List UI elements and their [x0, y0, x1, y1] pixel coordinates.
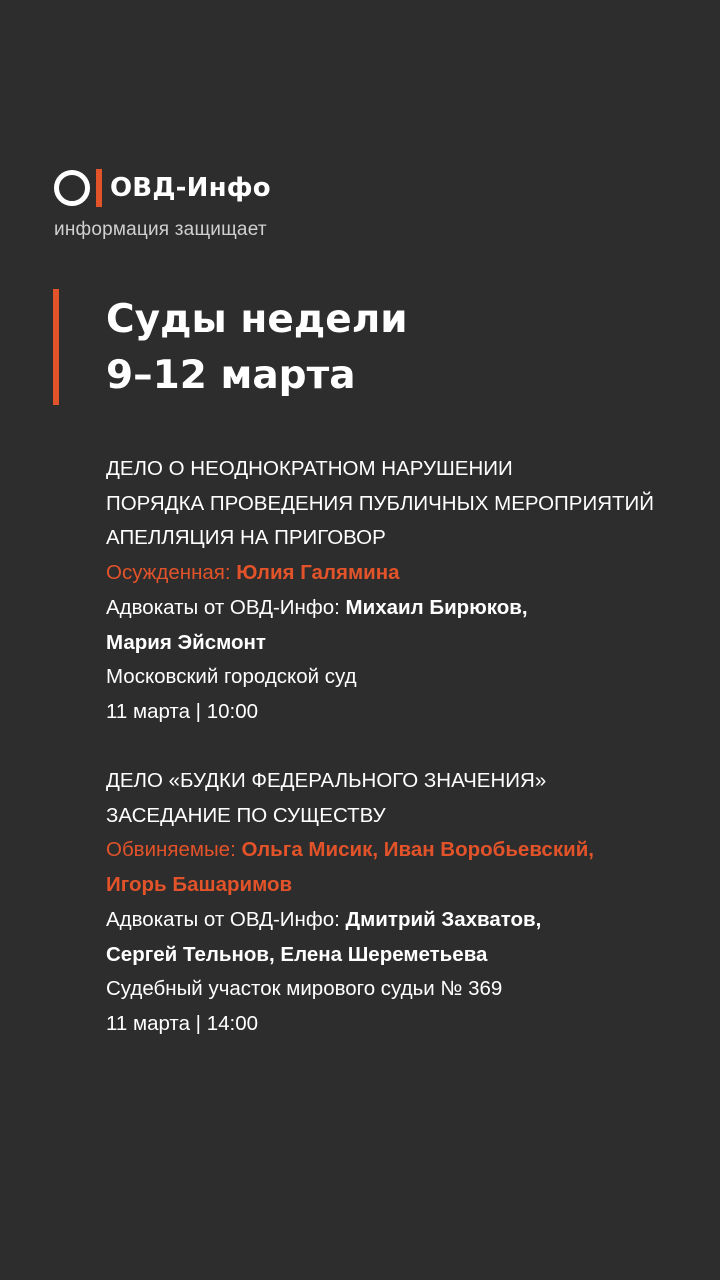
party-names: Юлия Галямина — [236, 561, 400, 585]
case-heading-line: ДЕЛО «БУДКИ ФЕДЕРАЛЬНОГО ЗНАЧЕНИЯ» — [106, 769, 547, 792]
lawyers-label: Адвокаты от ОВД-Инфо: — [106, 907, 340, 931]
case-lawyers — [106, 591, 706, 626]
case-lawyers — [106, 903, 706, 938]
lawyers-names: Сергей Тельнов, Елена Шереметьева — [106, 942, 488, 966]
case-court: Судебный участок мирового судьи № 369 — [106, 977, 503, 1001]
title-line-1: Суды недели — [106, 297, 408, 342]
lawyers-names: Дмитрий Захватов, — [345, 907, 542, 931]
case-party — [106, 556, 706, 591]
party-names: Ольга Мисик, Иван Воробьевский, — [241, 838, 594, 862]
lawyers-names: Мария Эйсмонт — [106, 630, 266, 654]
case-datetime: 11 марта | 10:00 — [106, 699, 258, 723]
case-datetime: 11 марта | 14:00 — [106, 1011, 258, 1035]
logo — [54, 168, 271, 208]
case-1 — [106, 452, 706, 730]
title-line-2: 9–12 марта — [106, 353, 356, 398]
logo-ring-icon — [54, 170, 90, 206]
case-heading-line: ЗАСЕДАНИЕ ПО СУЩЕСТВУ — [106, 803, 386, 827]
logo-bar-icon — [96, 169, 102, 207]
case-heading-line: ПОРЯДКА ПРОВЕДЕНИЯ ПУБЛИЧНЫХ МЕРОПРИЯТИЙ — [106, 491, 654, 515]
lawyers-label: Адвокаты от ОВД-Инфо: — [106, 595, 340, 619]
case-heading-line: АПЕЛЛЯЦИЯ НА ПРИГОВОР — [106, 526, 386, 550]
logo-text: ОВД-Инфо — [110, 173, 271, 203]
tagline: информация защищает — [54, 219, 267, 240]
case-2 — [106, 764, 706, 1042]
party-label: Осужденная: — [106, 561, 231, 585]
page-title — [106, 292, 408, 404]
party-names: Игорь Башаримов — [106, 873, 293, 897]
case-heading-line: ДЕЛО О НЕОДНОКРАТНОМ НАРУШЕНИИ — [106, 457, 513, 480]
lawyers-names: Михаил Бирюков, — [345, 595, 528, 619]
title-accent-bar — [53, 289, 59, 405]
party-label: Обвиняемые: — [106, 838, 236, 862]
case-court: Московский городской суд — [106, 665, 357, 689]
case-party — [106, 833, 706, 868]
